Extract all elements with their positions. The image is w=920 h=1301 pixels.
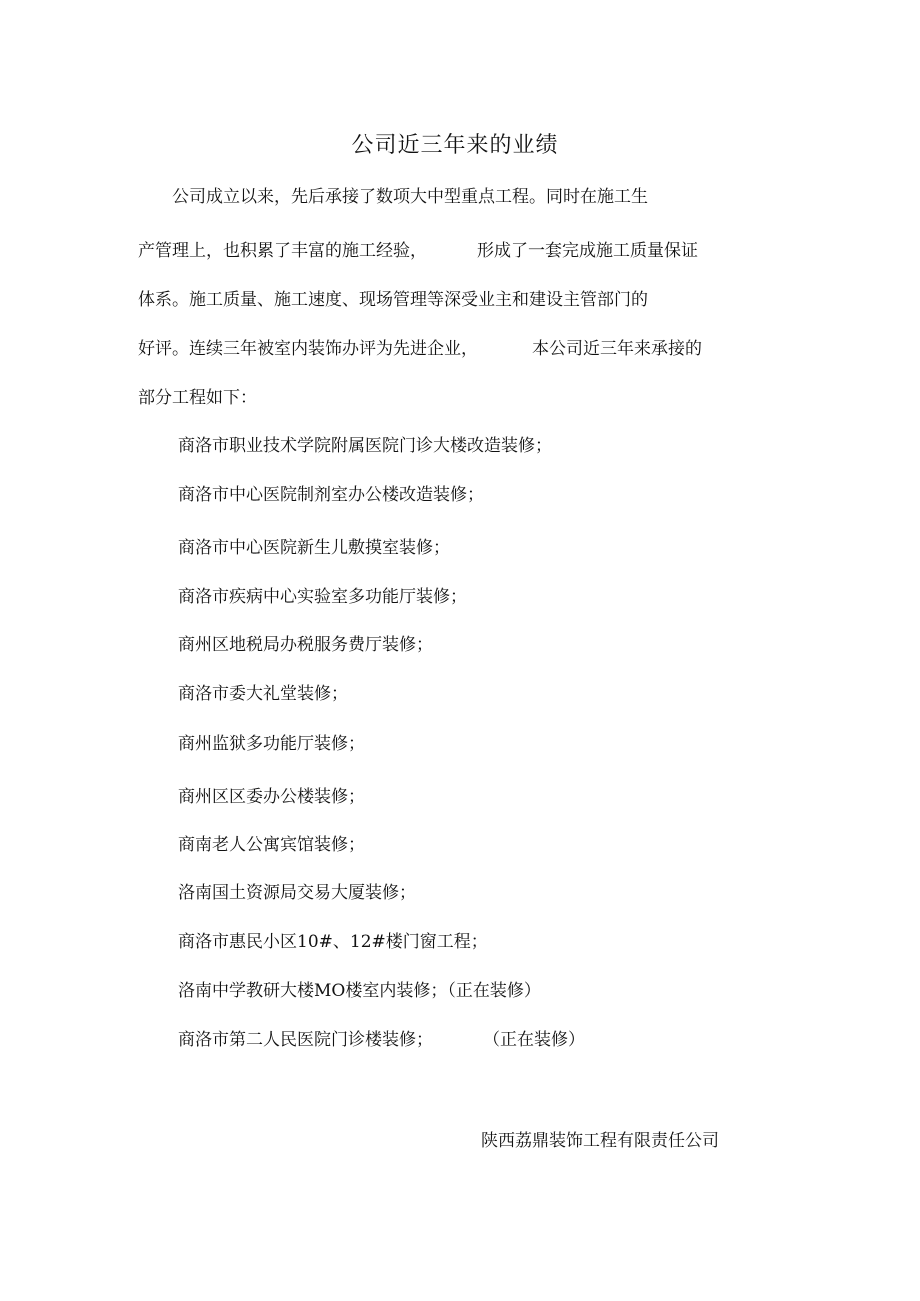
intro-line-4-part-a: 好评。连续三年被室内装饰办评为先进企业， — [138, 339, 478, 359]
intro-line-3: 体系。施工质量、施工速度、现场管理等深受业主和建设主管部门的 — [138, 290, 648, 310]
project-item-last-status: （正在装修） — [483, 1030, 585, 1050]
document-title: 公司近三年来的业绩 — [351, 133, 559, 158]
project-item-last — [178, 1029, 585, 1051]
project-item: 商洛市中心医院新生儿敷摸室装修； — [178, 538, 450, 558]
intro-line-2 — [138, 240, 698, 262]
project-item: 商洛市职业技术学院附属医院门诊大楼改造装修； — [178, 436, 552, 456]
project-item: 商洛市委大礼堂装修； — [178, 684, 348, 704]
intro-line-1: 公司成立以来，先后承接了数项大中型重点工程。同时在施工生 — [172, 187, 648, 207]
project-item: 洛南国土资源局交易大厦装修； — [178, 883, 416, 903]
project-item: 商州监狱多功能厅装修； — [178, 734, 365, 754]
project-item: 商洛市疾病中心实验室多功能厅装修； — [178, 587, 467, 607]
intro-line-4 — [138, 338, 702, 360]
project-item: 商州区地税局办税服务费厅装修； — [178, 635, 433, 655]
project-item: 商南老人公寓宾馆装修； — [178, 835, 365, 855]
intro-line-2-part-b: 形成了一套完成施工质量保证 — [477, 241, 698, 261]
project-item: 商州区区委办公楼装修； — [178, 787, 365, 807]
project-item: 商洛市惠民小区10#、12#楼门窗工程； — [178, 932, 488, 952]
intro-line-2-part-a: 产管理上，也积累了丰富的施工经验， — [138, 241, 427, 261]
project-item: 商洛市中心医院制剂室办公楼改造装修； — [178, 485, 484, 505]
intro-line-4-part-b: 本公司近三年来承接的 — [532, 339, 702, 359]
project-item: 洛南中学教研大楼MO楼室内装修；（正在装修） — [178, 981, 541, 1001]
company-signature: 陕西荔鼎装饰工程有限责任公司 — [481, 1131, 719, 1151]
intro-line-5: 部分工程如下： — [138, 388, 257, 408]
project-item-last-text: 商洛市第二人民医院门诊楼装修； — [178, 1030, 433, 1050]
